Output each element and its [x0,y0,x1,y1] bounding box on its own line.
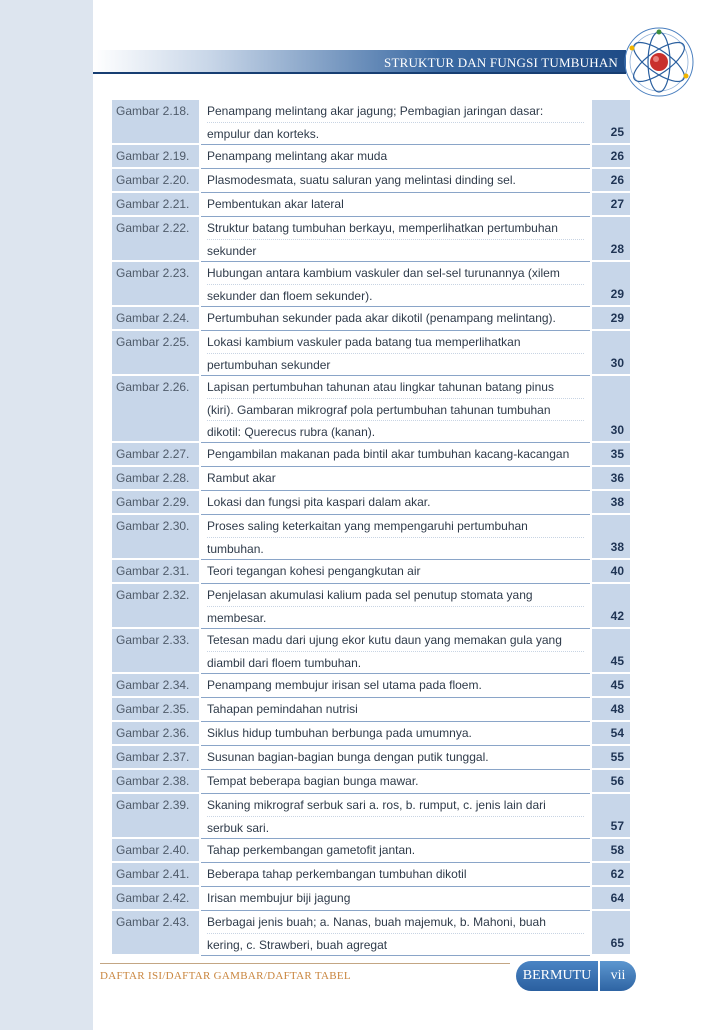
figure-number: Gambar 2.30. [116,519,190,533]
figure-caption-line: Pertumbuhan sekunder pada akar dikotil (penampang melintang). [207,311,556,325]
figure-number: Gambar 2.25. [116,335,190,349]
figure-row [112,331,630,376]
figure-number-cell [112,794,201,839]
figure-page-cell [590,169,630,193]
figure-page: 42 [610,609,624,623]
figure-page-cell [590,746,630,770]
figure-caption-cell [201,193,590,217]
figure-number: Gambar 2.37. [116,750,190,764]
figure-caption-line: (kiri). Gambaran mikrograf pola pertumbuhan tahunan tumbuhan [207,398,584,420]
figure-row [112,169,630,193]
figure-caption-cell [201,863,590,887]
figure-number-cell [112,629,201,674]
figure-page: 62 [610,867,624,881]
figure-number: Gambar 2.27. [116,447,190,461]
figure-number: Gambar 2.43. [116,915,190,929]
figure-caption-cell [201,698,590,722]
figure-page-cell [590,193,630,217]
chapter-header-bar [93,50,626,74]
figure-page-cell [590,331,630,376]
figure-caption-cell [201,307,590,331]
figure-caption-cell [201,169,590,193]
figure-page: 65 [610,936,624,950]
figure-caption-cell [201,443,590,467]
figure-page: 40 [610,564,624,578]
figure-caption-line: sekunder dan floem sekunder). [207,284,584,306]
figure-caption-line: dikotil: Querecus rubra (kanan). [207,420,584,442]
figure-caption-line: Proses saling keterkaitan yang mempengaruhi pertumbuhan [207,519,528,533]
figure-caption-cell [201,560,590,584]
figure-number-cell [112,674,201,698]
figure-number: Gambar 2.21. [116,197,190,211]
figure-number: Gambar 2.22. [116,221,190,235]
figure-page-cell [590,911,630,956]
figure-caption-line: Lapisan pertumbuhan tahunan atau lingkar tahunan batang pinus [207,380,554,394]
figure-page-cell [590,794,630,839]
figure-number: Gambar 2.36. [116,726,190,740]
figure-number-cell [112,307,201,331]
figure-caption-line: Penampang melintang akar muda [207,149,388,163]
figure-caption-line: Susunan bagian-bagian bunga dengan putik tunggal. [207,750,489,764]
figure-page-cell [590,443,630,467]
figure-row [112,629,630,674]
figure-page-cell [590,100,630,145]
figure-page-cell [590,722,630,746]
figure-caption-line: Berbagai jenis buah; a. Nanas, buah majemuk, b. Mahoni, buah [207,915,546,929]
figure-number: Gambar 2.23. [116,266,190,280]
figure-page-cell [590,863,630,887]
figure-page-cell [590,467,630,491]
figure-caption-line: diambil dari floem tumbuhan. [207,651,584,673]
figure-number-cell [112,217,201,262]
figure-page: 56 [610,774,624,788]
figure-list [112,100,630,956]
figure-number-cell [112,722,201,746]
figure-page-cell [590,376,630,443]
figure-number: Gambar 2.19. [116,149,190,163]
program-logo [618,20,700,110]
figure-caption-line: Tahap perkembangan gametofit jantan. [207,843,416,857]
figure-row [112,100,630,145]
figure-page: 48 [610,702,624,716]
figure-row [112,746,630,770]
figure-number: Gambar 2.34. [116,678,190,692]
figure-row [112,376,630,443]
figure-row [112,443,630,467]
figure-caption-line: Rambut akar [207,471,276,485]
figure-number-cell [112,584,201,629]
figure-number: Gambar 2.20. [116,173,190,187]
figure-page: 29 [610,311,624,325]
figure-caption-line: Penampang membujur irisan sel utama pada floem. [207,678,482,692]
figure-caption-cell [201,887,590,911]
figure-number-cell [112,560,201,584]
brand-badge: BERMUTU [516,961,598,991]
figure-page-cell [590,584,630,629]
figure-page: 26 [610,149,624,163]
figure-caption-cell [201,722,590,746]
figure-page-cell [590,491,630,515]
figure-number: Gambar 2.42. [116,891,190,905]
figure-number-cell [112,145,201,169]
figure-page-cell [590,698,630,722]
figure-caption-line: Teori tegangan kohesi pengangkutan air [207,564,421,578]
figure-caption-line: Skaning mikrograf serbuk sari a. ros, b. rumput, c. jenis lain dari [207,798,546,812]
figure-caption-line: Irisan membujur biji jagung [207,891,351,905]
figure-page: 38 [610,540,624,554]
figure-page: 64 [610,891,624,905]
figure-caption-cell [201,911,590,956]
figure-page: 36 [610,471,624,485]
figure-caption-line: Pembentukan akar lateral [207,197,344,211]
figure-number-cell [112,770,201,794]
figure-caption-line: tumbuhan. [207,537,584,559]
figure-caption-line: empulur dan korteks. [207,122,584,144]
figure-number-cell [112,698,201,722]
figure-number-cell [112,911,201,956]
figure-page-cell [590,629,630,674]
figure-number-cell [112,262,201,307]
figure-page-cell [590,145,630,169]
figure-page: 25 [610,125,624,139]
figure-caption-line: kering, c. Strawberi, buah agregat [207,933,584,955]
figure-page: 58 [610,843,624,857]
figure-row [112,911,630,956]
figure-caption-cell [201,515,590,560]
figure-caption-line: Tahapan pemindahan nutrisi [207,702,358,716]
figure-caption-line: sekunder [207,239,584,261]
figure-caption-cell [201,467,590,491]
figure-page: 30 [610,356,624,370]
figure-number-cell [112,193,201,217]
figure-caption-cell [201,262,590,307]
figure-page: 30 [610,423,624,437]
figure-page-cell [590,217,630,262]
figure-row [112,193,630,217]
figure-row [112,674,630,698]
figure-caption-cell [201,674,590,698]
figure-row [112,491,630,515]
figure-page: 27 [610,197,624,211]
figure-row [112,467,630,491]
figure-caption-cell [201,145,590,169]
figure-page-cell [590,887,630,911]
figure-page: 35 [610,447,624,461]
figure-caption-cell [201,376,590,443]
figure-number-cell [112,746,201,770]
figure-page-cell [590,515,630,560]
figure-number-cell [112,169,201,193]
figure-page: 29 [610,287,624,301]
figure-number: Gambar 2.18. [116,104,190,118]
figure-page: 45 [610,678,624,692]
figure-caption-cell [201,770,590,794]
figure-caption-line: Penampang melintang akar jagung; Pembagian jaringan dasar: [207,104,544,118]
figure-row [112,794,630,839]
figure-number: Gambar 2.40. [116,843,190,857]
figure-caption-line: Beberapa tahap perkembangan tumbuhan dikotil [207,867,467,881]
figure-row [112,863,630,887]
figure-caption-line: Lokasi dan fungsi pita kaspari dalam akar. [207,495,431,509]
figure-caption-cell [201,584,590,629]
figure-number-cell [112,491,201,515]
figure-page: 45 [610,654,624,668]
figure-row [112,307,630,331]
figure-page-cell [590,674,630,698]
figure-page: 55 [610,750,624,764]
figure-page: 26 [610,173,624,187]
figure-page: 57 [610,819,624,833]
figure-number: Gambar 2.26. [116,380,190,394]
figure-caption-line: Struktur batang tumbuhan berkayu, memperlihatkan pertumbuhan [207,221,558,235]
figure-row [112,722,630,746]
figure-caption-line: Lokasi kambium vaskuler pada batang tua memperlihatkan [207,335,521,349]
figure-caption-cell [201,100,590,145]
figure-number: Gambar 2.35. [116,702,190,716]
figure-page-cell [590,307,630,331]
figure-number: Gambar 2.31. [116,564,190,578]
figure-row [112,560,630,584]
figure-row [112,515,630,560]
figure-page: 54 [610,726,624,740]
footer-rule [100,963,510,964]
figure-number: Gambar 2.39. [116,798,190,812]
side-band [0,0,93,1030]
figure-number-cell [112,887,201,911]
figure-row [112,262,630,307]
figure-caption-line: pertumbuhan sekunder [207,353,584,375]
figure-caption-line: Penjelasan akumulasi kalium pada sel penutup stomata yang [207,588,533,602]
figure-number: Gambar 2.29. [116,495,190,509]
figure-row [112,887,630,911]
figure-caption-line: Pengambilan makanan pada bintil akar tumbuhan kacang-kacangan [207,447,570,461]
figure-number: Gambar 2.32. [116,588,190,602]
footer-section-title: DAFTAR ISI/DAFTAR GAMBAR/DAFTAR TABEL [100,970,351,982]
figure-caption-line: Hubungan antara kambium vaskuler dan sel-sel turunannya (xilem [207,266,560,280]
figure-number-cell [112,515,201,560]
figure-caption-line: Tempat beberapa bagian bunga mawar. [207,774,419,788]
figure-caption-line: membesar. [207,606,584,628]
figure-caption-line: Siklus hidup tumbuhan berbunga pada umumnya. [207,726,472,740]
figure-caption-cell [201,794,590,839]
figure-caption-line: Plasmodesmata, suatu saluran yang melintasi dinding sel. [207,173,516,187]
figure-row [112,770,630,794]
figure-number-cell [112,467,201,491]
figure-row [112,217,630,262]
figure-caption-cell [201,217,590,262]
figure-page-cell [590,560,630,584]
figure-number-cell [112,376,201,443]
figure-number: Gambar 2.28. [116,471,190,485]
figure-caption-cell [201,839,590,863]
figure-page-cell [590,770,630,794]
figure-row [112,584,630,629]
figure-number: Gambar 2.41. [116,867,190,881]
figure-caption-cell [201,331,590,376]
figure-number-cell [112,443,201,467]
figure-page: 28 [610,242,624,256]
figure-caption-cell [201,746,590,770]
figure-row [112,698,630,722]
figure-row [112,839,630,863]
figure-number-cell [112,331,201,376]
figure-caption-line: serbuk sari. [207,816,584,838]
figure-number: Gambar 2.24. [116,311,190,325]
figure-caption-line: Tetesan madu dari ujung ekor kutu daun yang memakan gula yang [207,633,562,647]
chapter-title: STRUKTUR DAN FUNGSI TUMBUHAN [384,55,618,70]
figure-number-cell [112,863,201,887]
figure-caption-cell [201,629,590,674]
figure-number-cell [112,100,201,145]
figure-caption-cell [201,491,590,515]
figure-page: 38 [610,495,624,509]
page-number: vii [600,961,636,991]
figure-number: Gambar 2.33. [116,633,190,647]
figure-page-cell [590,839,630,863]
figure-number: Gambar 2.38. [116,774,190,788]
figure-page-cell [590,262,630,307]
figure-row [112,145,630,169]
figure-number-cell [112,839,201,863]
